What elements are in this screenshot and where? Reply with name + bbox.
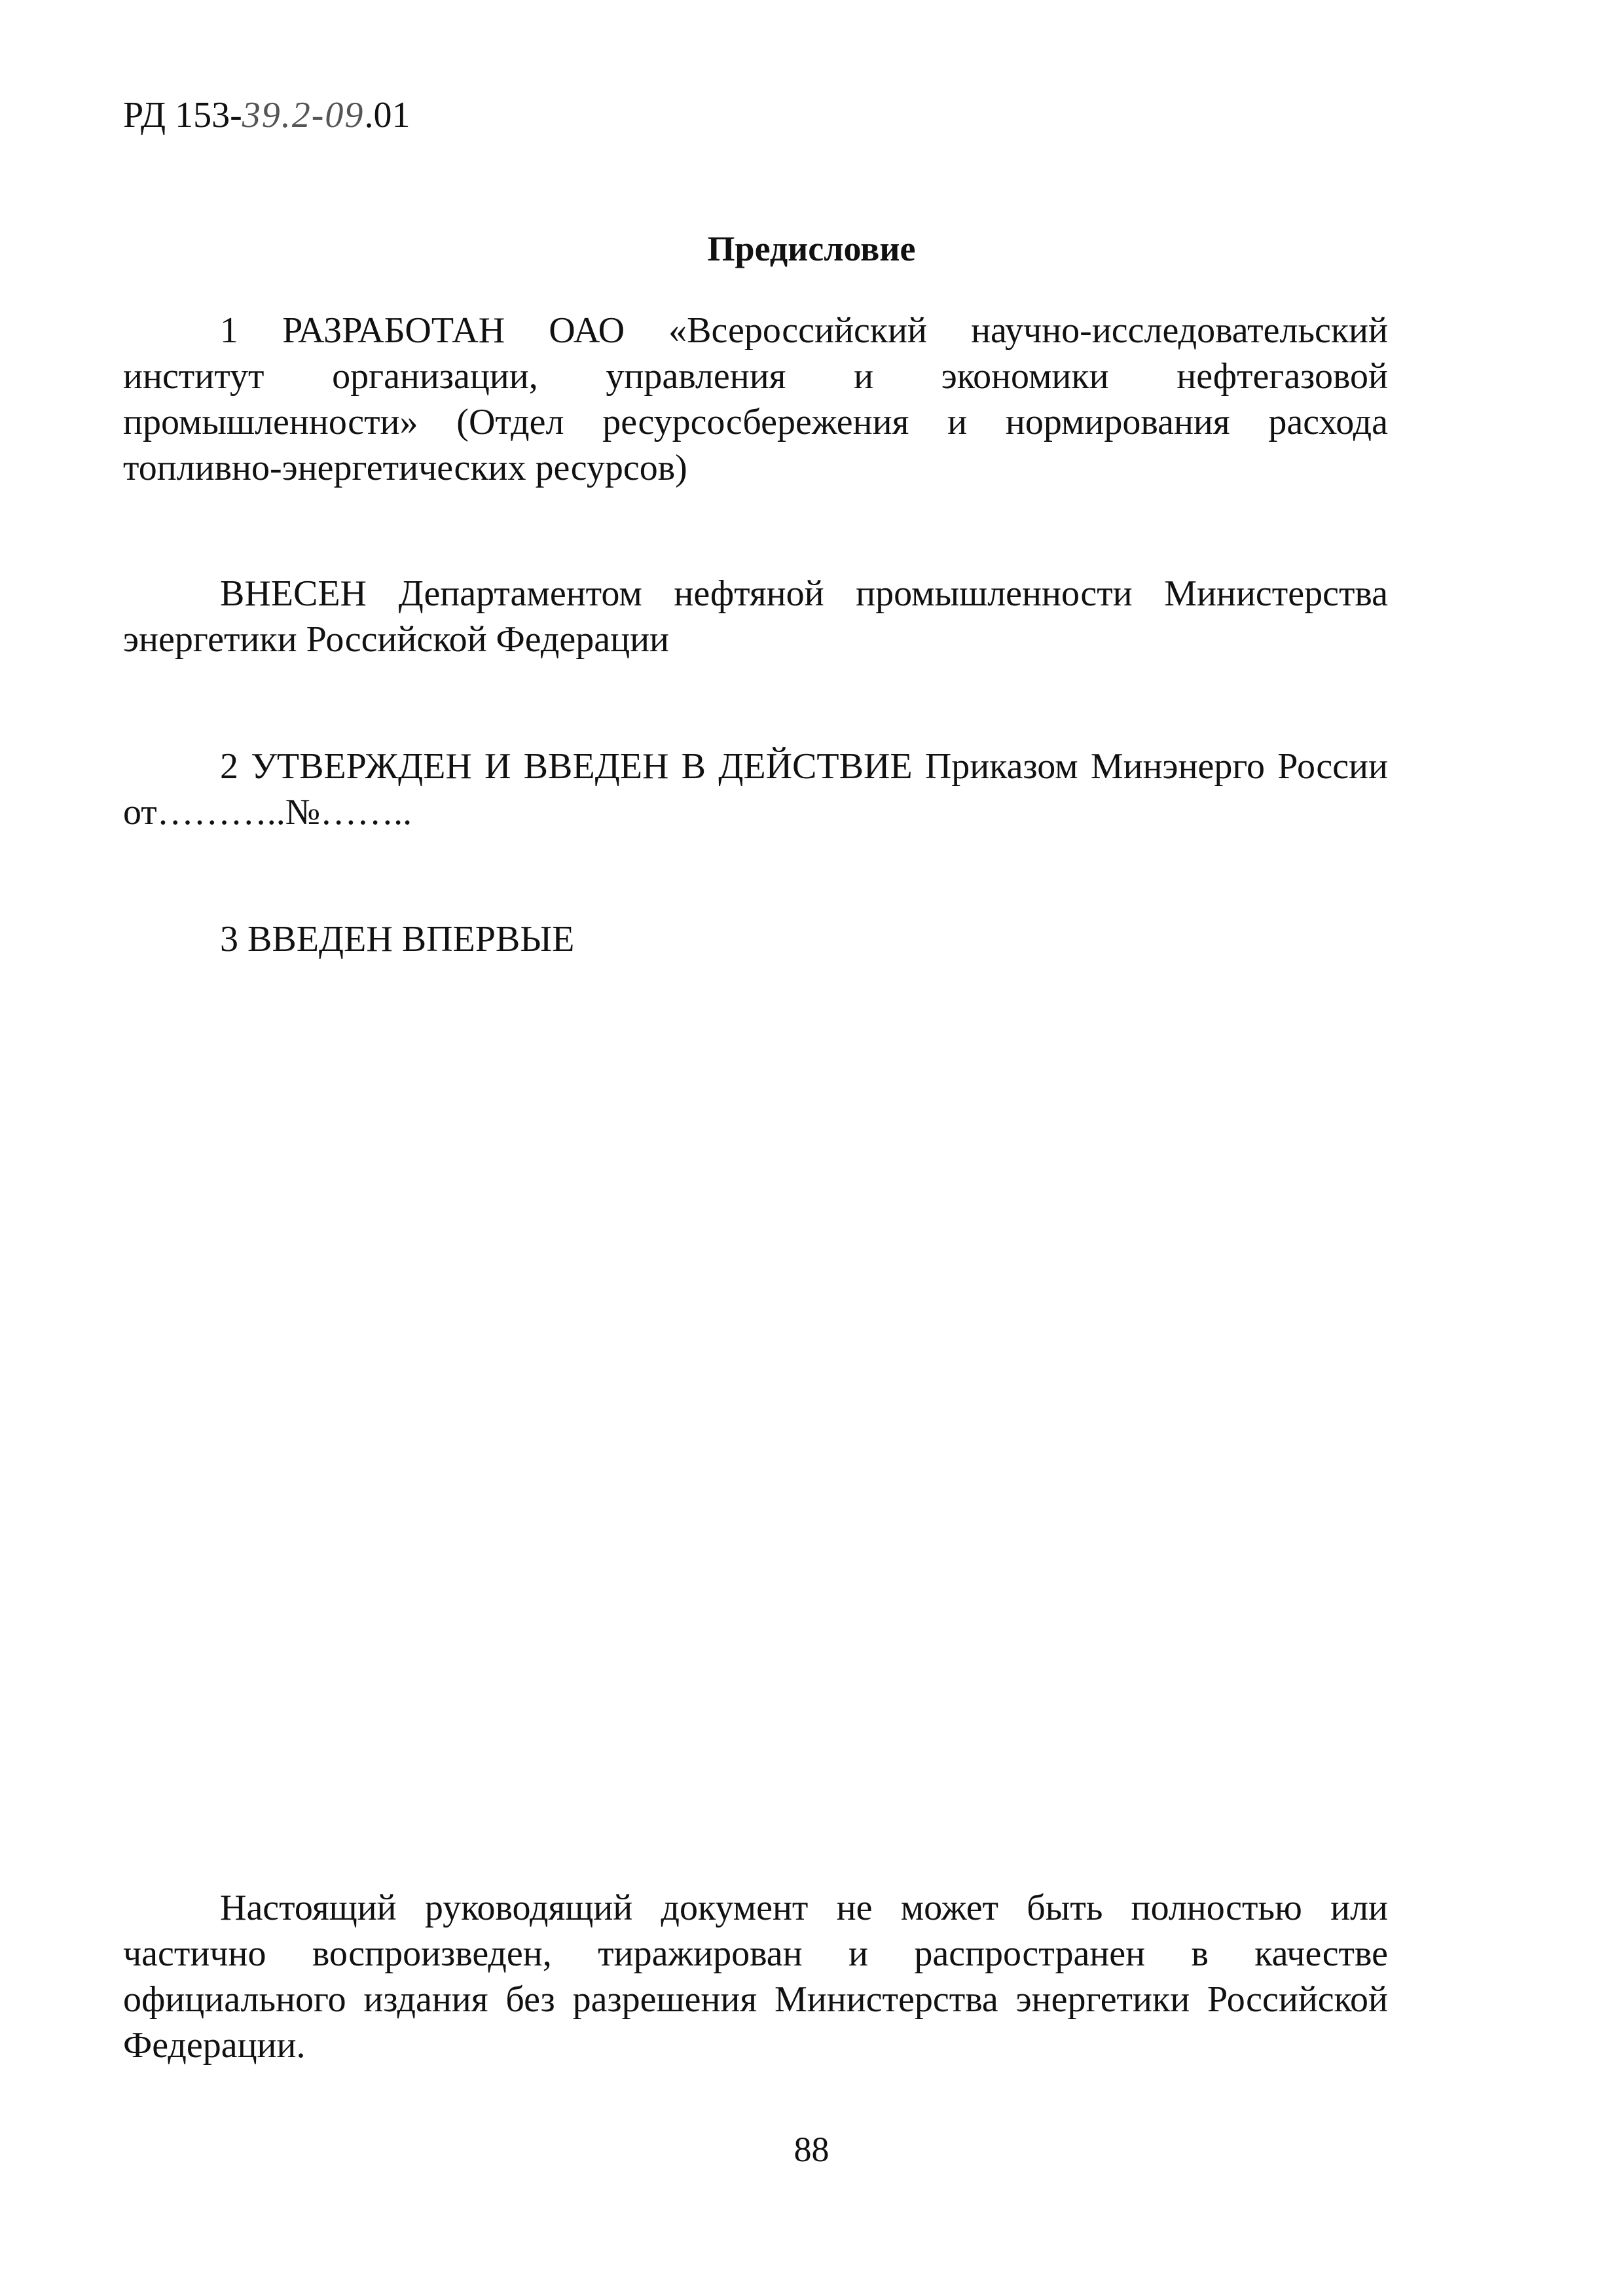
first-introduced-section [123, 916, 1388, 962]
copyright-notice-paragraph: Настоящий руководящий документ не может быть полностью или частично воспроизведен, тиражирован и распространен в качестве официального издания без разрешения Министерства энергетики Российской Федерации. [123, 1888, 1388, 2066]
introduced-by-paragraph: ВНЕСЕН Департаментом нефтяной промышленности Министерства энергетики Российской Федерации [123, 573, 1388, 660]
approved-section [123, 744, 1388, 835]
developed-by-paragraph: 1 РАЗРАБОТАН ОАО «Всероссийский научно-исследовательский институт организации, управления и экономики нефтегазовой промышленности» (Отдел ресурсосбережения и нормирования расхода топливно-энергетических ресурсов) [123, 310, 1388, 488]
page-number: 88 [793, 2130, 830, 2169]
document-code-suffix: .01 [364, 95, 410, 135]
first-introduced-paragraph: 3 ВВЕДЕН ВПЕРВЫЕ [220, 919, 575, 960]
copyright-notice-section [123, 1885, 1388, 2068]
document-code [123, 92, 410, 139]
developed-by-section [123, 308, 1388, 491]
document-code-prefix: РД 153- [123, 95, 242, 135]
introduced-by-section [123, 571, 1388, 662]
page-title: Предисловие [707, 229, 916, 268]
approved-paragraph: 2 УТВЕРЖДЕН И ВВЕДЕН В ДЕЙСТВИЕ Приказом Минэнерго России от………..№…….. [123, 746, 1388, 833]
document-code-obscured: 39.2-09 [242, 95, 365, 135]
